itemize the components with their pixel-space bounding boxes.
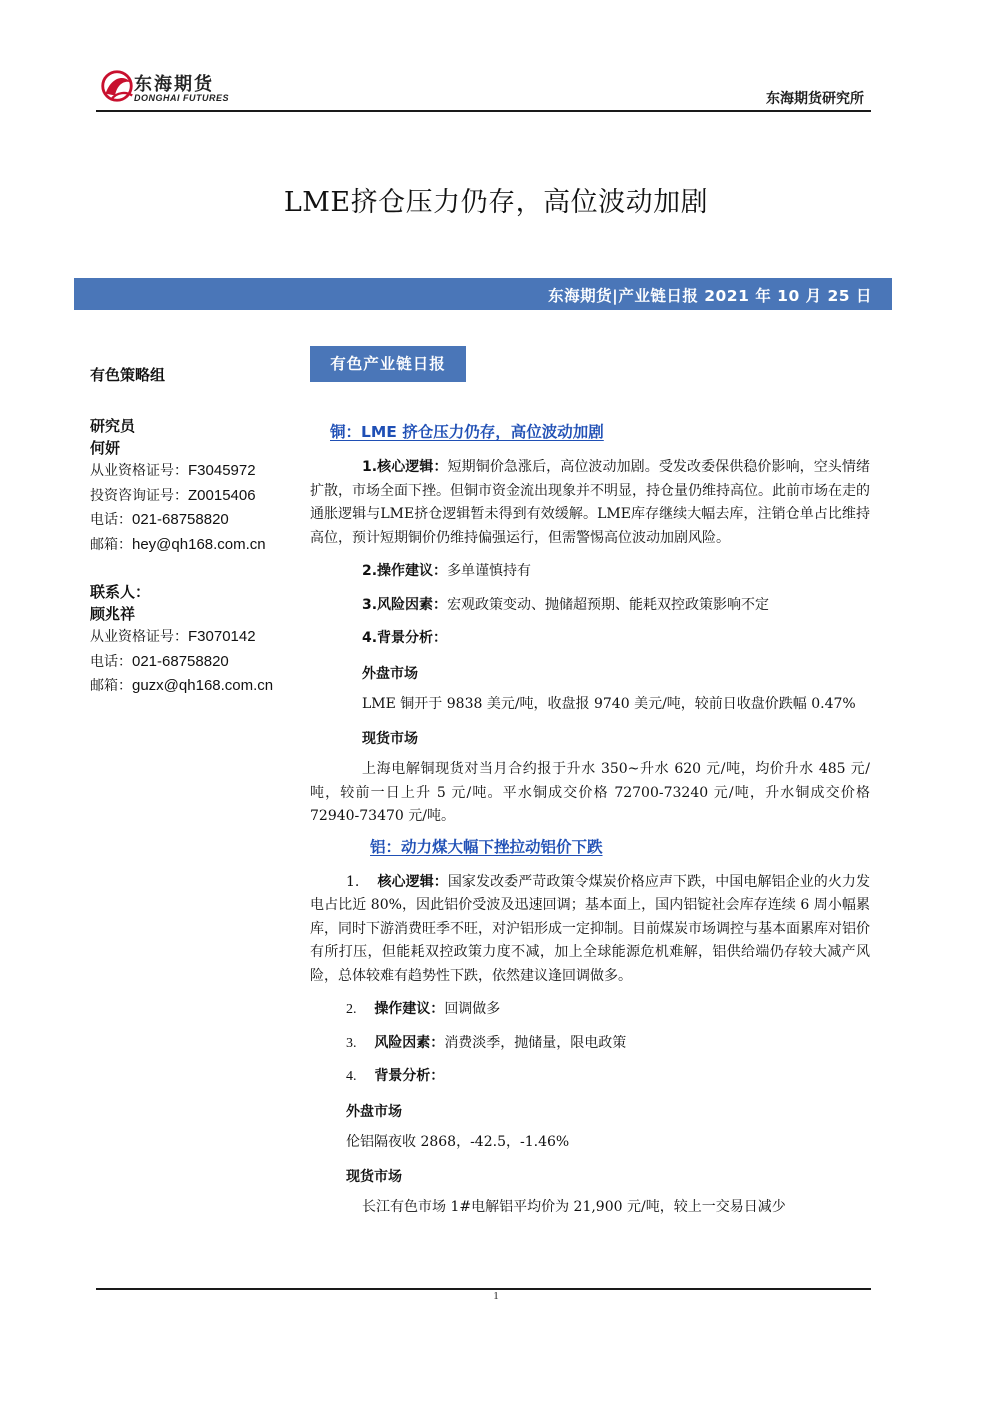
main-content [310,420,870,1220]
contact-phone: 电话：021-68758820 [90,652,229,670]
document-title: LME挤仓压力仍存，高位波动加剧 [283,187,709,218]
donghai-logo-icon [98,66,136,106]
aluminum-overseas-label: 外盘市场 [346,1103,402,1120]
researcher-name: 何妍 [90,439,121,457]
institute-name: 东海期货研究所 [766,91,864,107]
researcher-role: 研究员 [90,417,136,435]
copper-overseas-text: LME 铜开于 9838 美元/吨，收盘报 9740 美元/吨，较前日收盘价跌幅 0.47% [362,695,856,712]
contact-role: 联系人： [90,583,151,601]
strategy-group: 有色策略组 [90,366,166,384]
banner-text: 东海期货|产业链日报 2021 年 10 月 25 日 [548,287,872,305]
aluminum-risk: 3. 风险因素：消费淡季，抛储量，限电政策 [346,1034,627,1051]
section-tab: 有色产业链日报 [310,346,466,382]
header-rule [96,110,871,112]
researcher-email: 邮箱：hey@qh168.com.cn [90,535,266,553]
aluminum-heading[interactable]: 铝：动力煤大幅下挫拉动铝价下跌 [370,837,603,856]
copper-background: 4.背景分析： [362,630,448,646]
logo-text-en: DONGHAI FUTURES [134,93,229,103]
copper-spot-text: 上海电解铜现货对当月合约报于升水 350~升水 620 元/吨，均价升水 485 元/吨，较前一日上升 5 元/吨。平水铜成交价格 72700-73240 元/吨，升水铜成交价格 72940-73470 元/吨。 [310,761,870,824]
logo-text-cn: 东海期货 [134,74,214,95]
researcher-consult-license: 投资咨询证号：Z0015406 [90,486,256,504]
page-number: 1 [493,1290,499,1302]
aluminum-advice: 2. 操作建议：回调做多 [346,1001,501,1017]
copper-spot-label: 现货市场 [362,731,418,747]
copper-heading[interactable]: 铜：LME 挤仓压力仍存，高位波动加剧 [330,423,604,441]
aluminum-overseas-text: 伦铝隔夜收 2868，-42.5，-1.46% [346,1133,570,1150]
contact-license: 从业资格证号：F3070142 [90,628,256,645]
aluminum-background: 4. 背景分析： [346,1068,445,1084]
aluminum-spot-text: 长江有色市场 1#电解铝平均价为 21,900 元/吨，较上一交易日减少 [362,1199,786,1215]
contact-name: 顾兆祥 [90,605,136,623]
copper-risk: 3.风险因素：宏观政策变动、抛储超预期、能耗双控政策影响不定 [362,596,770,613]
copper-logic: 1.核心逻辑：短期铜价急涨后，高位波动加剧。受发改委保供稳价影响，空头情绪扩散，市场全面下挫。但铜市资金流出现象并不明显，持仓量仍维持高位。此前市场在走的通胀逻辑与LME挤仓逻辑暂未得到有效缓解。LME库存继续大幅去库，注销仓单占比维持高位，预计短期铜价仍维持偏强运行，但需警惕高位波动加剧风险。 [310,459,871,546]
copper-overseas-label: 外盘市场 [362,665,418,682]
researcher-phone: 电话：021-68758820 [90,511,229,528]
aluminum-logic: 1. 核心逻辑：国家发改委严苛政策令煤炭价格应声下跌，中国电解铝企业的火力发电占比近 80%，因此铝价受波及迅速回调；基本面上，国内铝锭社会库存连续 6 周小幅累库，同时下游消费旺季不旺，对沪铝形成一定抑制。目前煤炭市场调控与基本面累库对铝价有所打压，但能耗双控政策力度不减，加上全球能源危机难解，铝供给端仍存较大减产风险，总体较难有趋势性下跌，依然建议逢回调做多。 [310,873,871,984]
aluminum-spot-label: 现货市场 [346,1169,402,1185]
contact-email: 邮箱：guzx@qh168.com.cn [90,677,274,694]
author-sidebar [90,364,320,699]
copper-advice: 2.操作建议：多单谨慎持有 [362,563,532,579]
researcher-license: 从业资格证号：F3045972 [90,462,256,479]
